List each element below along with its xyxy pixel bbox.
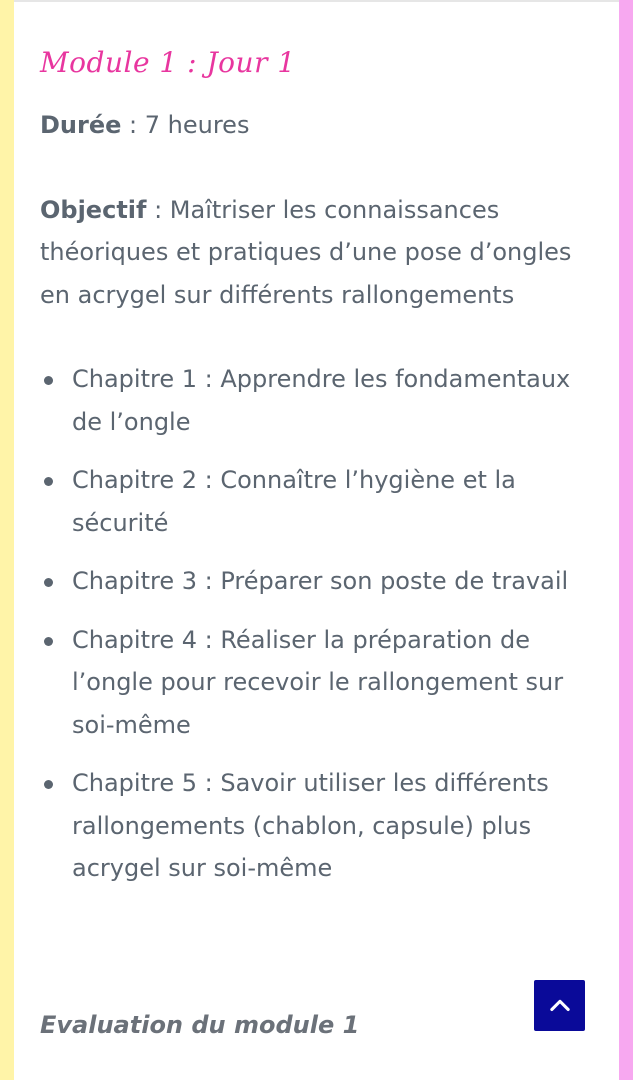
chapter-text: Chapitre 2 : Connaître l’hygiène et la sécurité (72, 466, 516, 537)
chapter-text: Chapitre 3 : Préparer son poste de travail (72, 567, 569, 595)
module-content (40, 38, 595, 906)
duration-separator: : (121, 111, 145, 139)
list-item (40, 358, 595, 443)
bullet-icon (44, 780, 53, 789)
top-divider (14, 0, 619, 2)
module-title: Module 1 : Jour 1 (40, 46, 296, 79)
objective-line (40, 189, 595, 317)
duration-label: Durée (40, 111, 122, 139)
chapter-text: Chapitre 1 : Apprendre les fondamentaux de l’ongle (72, 365, 571, 436)
chapter-list (40, 358, 595, 890)
objective-value: Maîtriser les connaissances théoriques et pratiques d’une pose d’ongles en acrygel sur différents rallongements (40, 195, 572, 309)
scroll-to-top-button[interactable] (534, 980, 585, 1031)
objective-label: Objectif (40, 195, 147, 224)
list-item (40, 619, 595, 747)
objective-separator: : (146, 195, 170, 224)
bullet-icon (44, 376, 53, 385)
left-decorative-stripe (0, 0, 14, 1080)
duration-line (40, 104, 595, 147)
bullet-icon (44, 477, 53, 486)
bullet-icon (44, 578, 53, 587)
duration-value: 7 heures (144, 111, 250, 139)
right-decorative-stripe (619, 0, 633, 1080)
list-item (40, 459, 595, 544)
evaluation-heading: Evaluation du module 1 (40, 1011, 360, 1039)
chapter-text: Chapitre 5 : Savoir utiliser les différents rallongements (chablon, capsule) plus acrygel sur soi-même (72, 769, 549, 882)
bullet-icon (44, 637, 53, 646)
list-item (40, 560, 595, 603)
list-item (40, 762, 595, 890)
chapter-text: Chapitre 4 : Réaliser la préparation de l’ongle pour recevoir le rallongement sur soi-même (72, 625, 564, 739)
chevron-up-icon (546, 992, 574, 1020)
